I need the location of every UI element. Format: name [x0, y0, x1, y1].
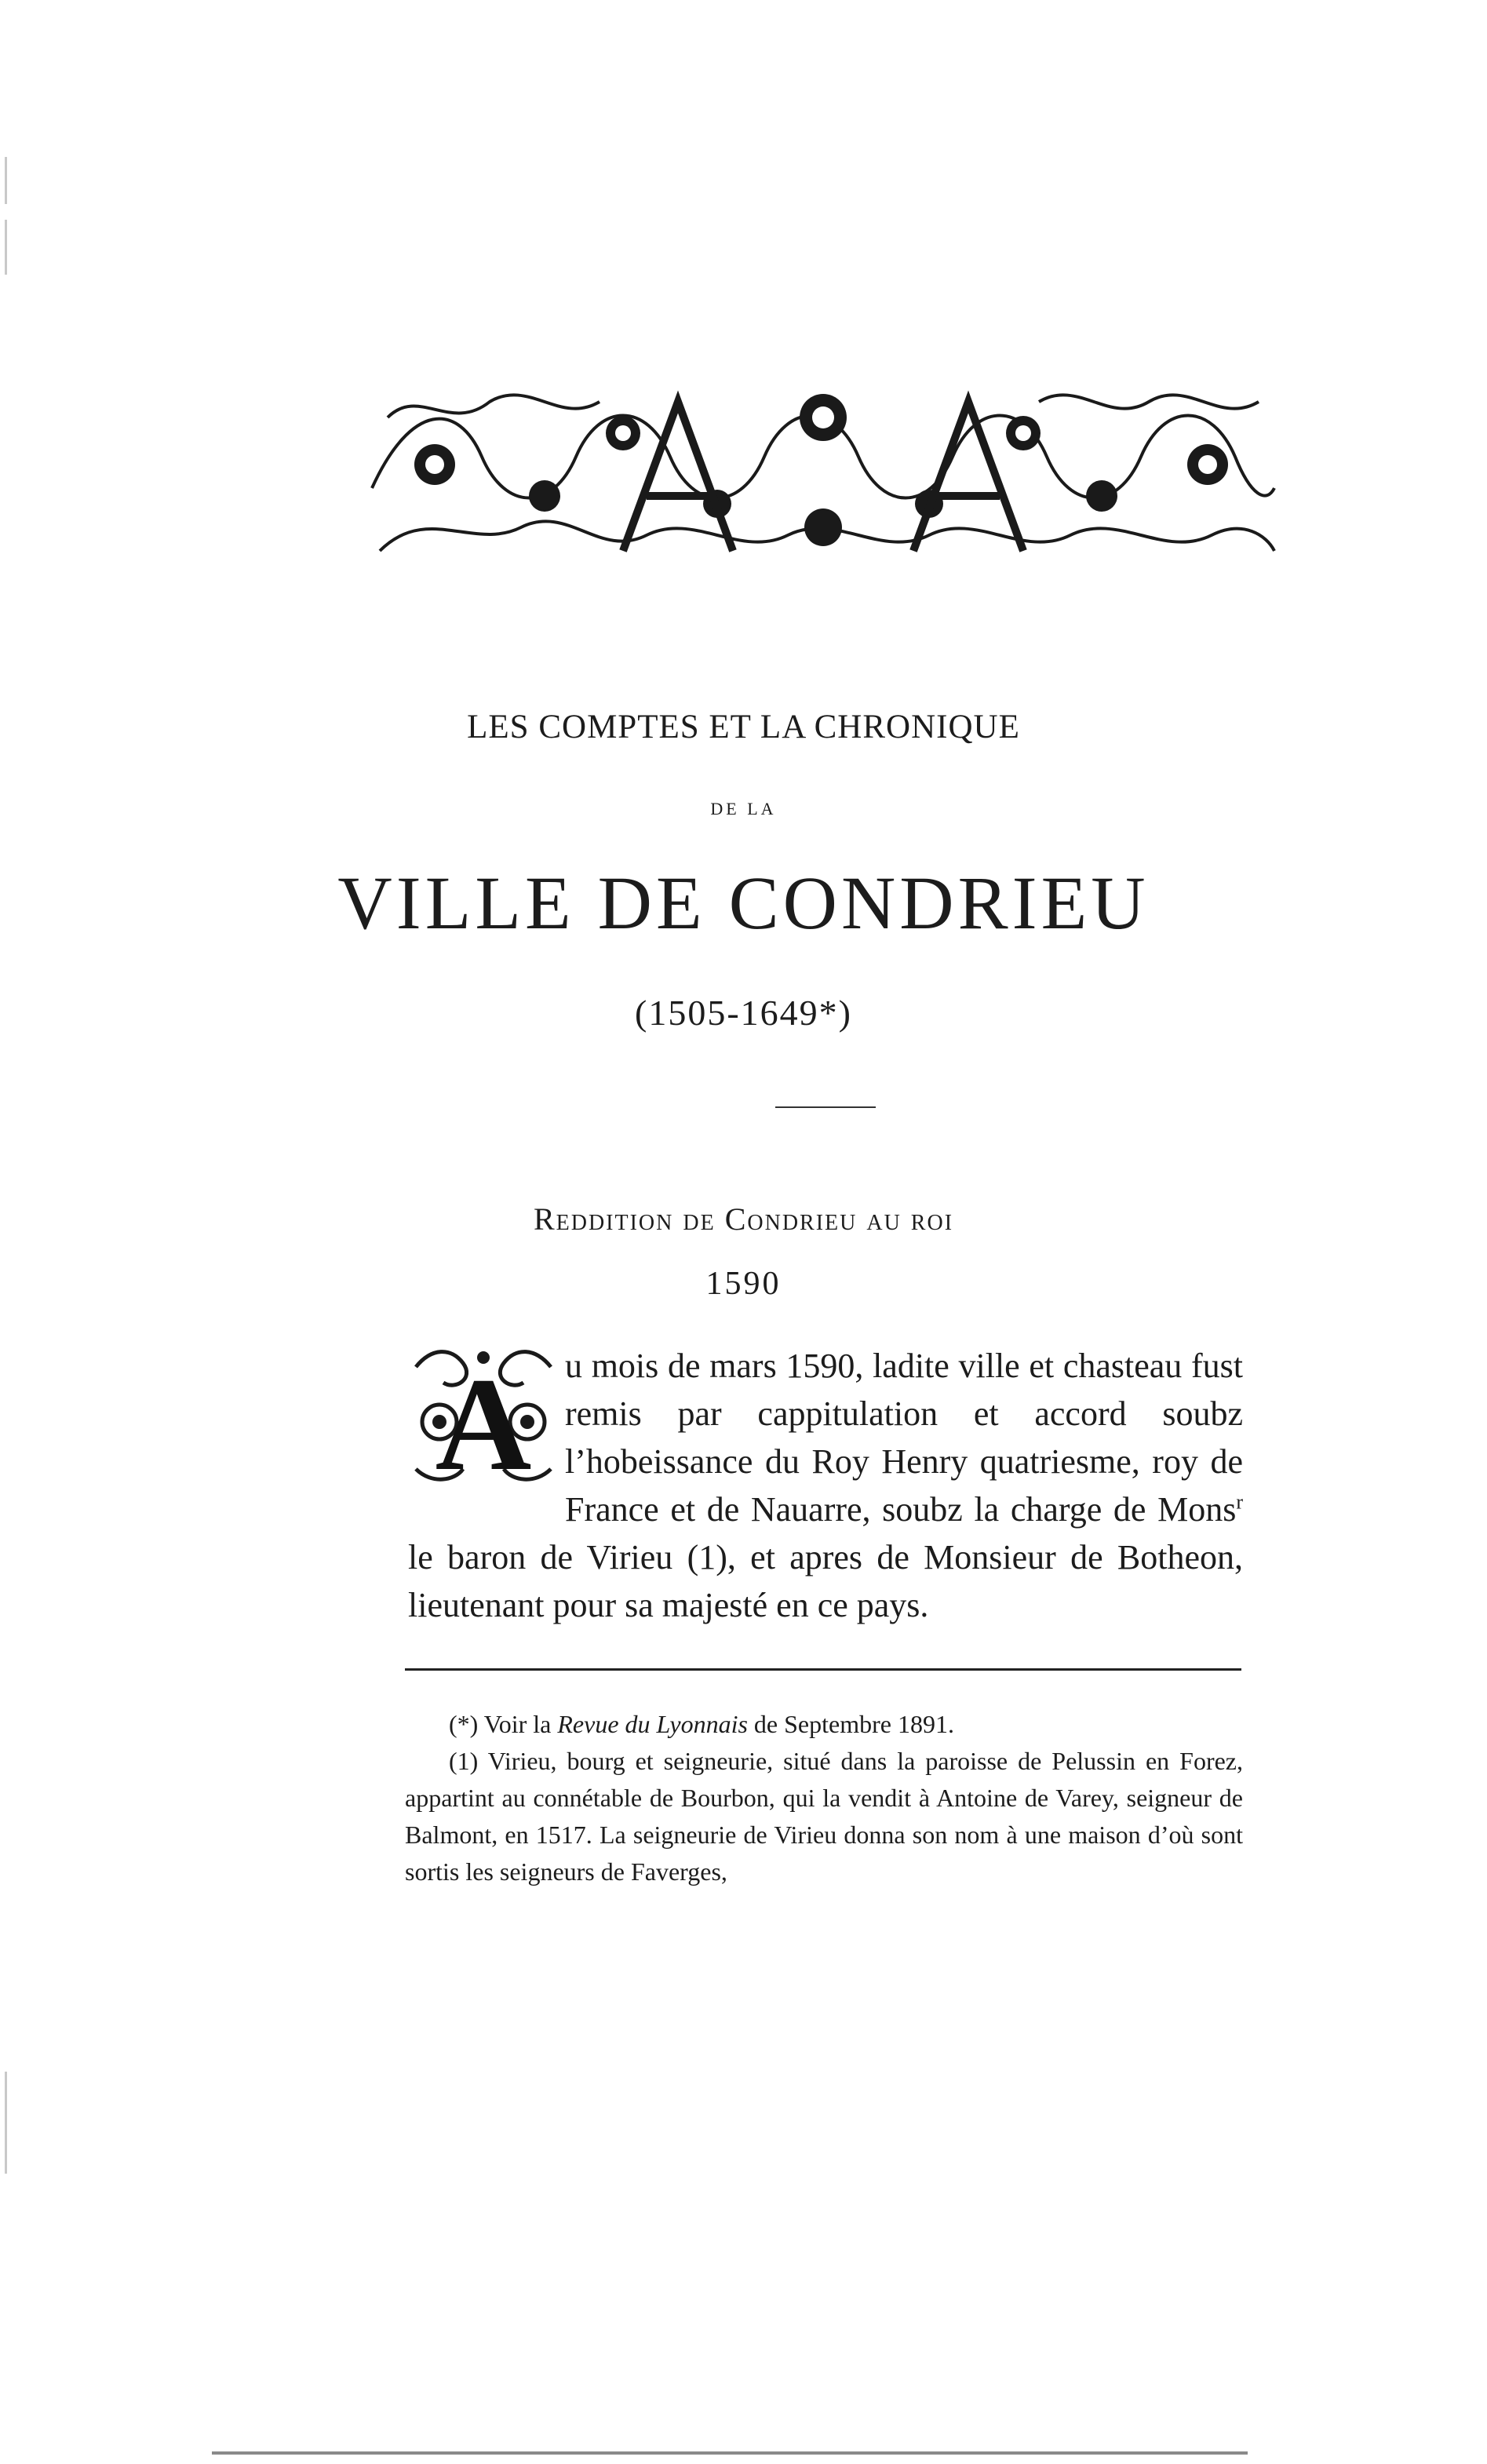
- body-text-part-2: le baron de Virieu (1), et apres de Monsieur de Botheon, lieutenant pour sa majesté en ce pays.: [408, 1538, 1243, 1624]
- footnote-star-suffix: de Septembre 1891.: [747, 1710, 954, 1738]
- footnote-divider: [405, 1668, 1241, 1671]
- scan-edge-mark: [5, 2072, 7, 2174]
- footnotes: [405, 1706, 1243, 1890]
- date-range: (1505-1649*): [635, 993, 852, 1033]
- scan-bottom-edge: [212, 2451, 1248, 2455]
- title-line-2: DE LA: [710, 799, 777, 818]
- main-title: VILLE DE CONDRIEU: [337, 861, 1150, 945]
- body-text-part-1: u mois de mars 1590, ladite ville et chasteau fust remis par cappitulation et accord soubz l’hobeissance du Roy Henry quatriesme, roy de France et de Nauarre, soubz la charge de Mons: [565, 1347, 1243, 1529]
- dropcap-letter: A: [435, 1350, 532, 1488]
- body-superscript: r: [1236, 1490, 1243, 1514]
- section-title: [0, 1201, 1487, 1237]
- section-title-text: Reddition de Condrieu au roi: [533, 1201, 954, 1237]
- footnote-star: [405, 1706, 1243, 1743]
- footnote-1: (1) Virieu, bourg et seigneurie, situé dans la paroisse de Pelussin en Forez, appartint au connétable de Bourbon, qui la vendit à Antoine de Varey, seigneur de Balmont, en 1517. La seigneurie de Virieu donna son nom à une maison d’où sont sortis les seigneurs de Faverges,: [405, 1747, 1243, 1886]
- body-paragraph: [408, 1342, 1243, 1629]
- footnote-star-journal: Revue du Lyonnais: [557, 1710, 748, 1738]
- scan-edge-mark: [5, 157, 7, 204]
- decorative-headpiece: [364, 370, 1281, 584]
- footnote-star-prefix: (*) Voir la: [449, 1710, 558, 1738]
- scan-edge-mark: [5, 220, 7, 275]
- title-divider: [775, 1106, 876, 1108]
- dropcap-spacer: [408, 1345, 565, 1486]
- section-year: 1590: [705, 1266, 782, 1302]
- title-line-1: LES COMPTES ET LA CHRONIQUE: [467, 709, 1020, 745]
